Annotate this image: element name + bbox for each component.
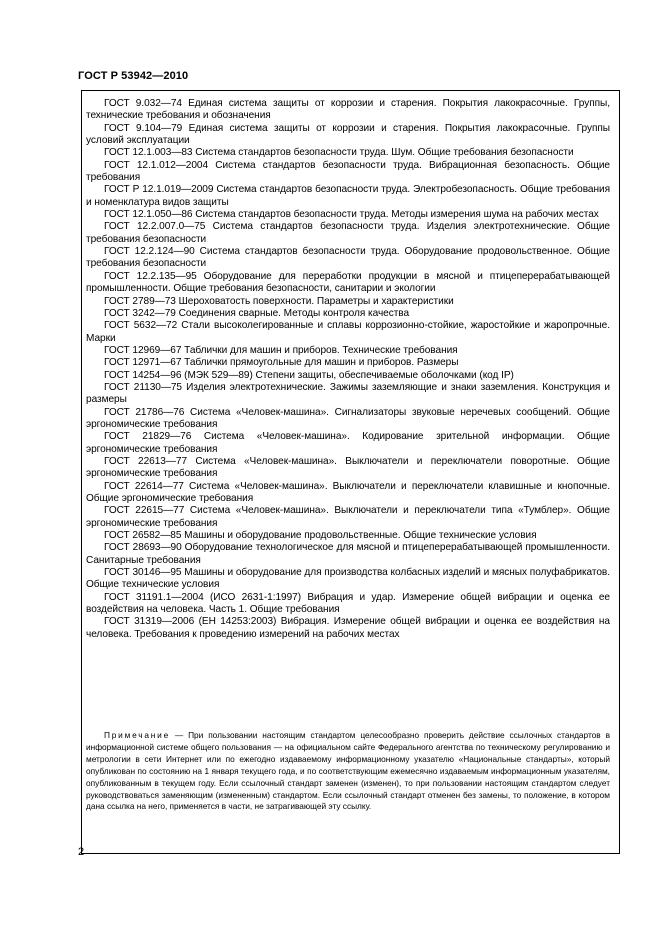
reference-item: ГОСТ 22615—77 Система «Человек-машина». Выключатели и переключатели типа «Тумблер». Общие эргономические требования [86,505,610,529]
reference-item: ГОСТ 12.1.003—83 Система стандартов безопасности труда. Шум. Общие требования безопасности [104,147,574,159]
reference-item: ГОСТ 12969—67 Таблички для машин и приборов. Технические требования [104,344,458,356]
note-label: Примечание [104,730,171,740]
reference-item: ГОСТ 22613—77 Система «Человек-машина». Выключатели и переключатели поворотные. Общие эргономические требования [86,455,610,480]
note-paragraph [86,730,610,813]
reference-item: ГОСТ 12971—67 Таблички прямоугольные для машин и приборов. Размеры [104,357,459,369]
note-text: — При пользовании настоящим стандартом целесообразно проверить действие ссылочных стандартов в информационной системе общего пользования — на официальном сайте Федерального агентства по техническому регулированию и метрологии в сети Интернет или по ежегодно издаваемому информационному указателю «Национальные стандарты», который опубликован по состоянию на 1 января текущего года, и по соответствующим ежемесячно издаваемым информационным указателям, опубликованным в текущем году. Если ссылочный стандарт заменен (изменен), то при пользовании настоящим стандартом следует руководствоваться заменяющим (измененным) стандартом. Если ссылочный стандарт отменен без замены, то положение, в котором дана ссылка на него, применяется в части, не затрагивающей эту ссылку. [86,730,610,812]
reference-item: ГОСТ 12.1.050—86 Система стандартов безопасности труда. Методы измерения шума на рабочих местах [104,209,599,221]
reference-item: ГОСТ 28693—90 Оборудование технологическое для мясной и птицеперерабатывающей промышленности. Санитарные требования [86,542,610,566]
reference-item: ГОСТ 9.032—74 Единая система защиты от коррозии и старения. Покрытия лакокрасочные. Группы, технические требования и обозначения [86,98,610,122]
reference-item: ГОСТ 26582—85 Машины и оборудование продовольственные. Общие технические условия [104,530,537,542]
reference-item: ГОСТ 9.104—79 Единая система защиты от коррозии и старения. Покрытия лакокрасочные. Группы условий эксплуатации [86,122,610,147]
reference-item: ГОСТ 12.2.135—95 Оборудование для переработки продукции в мясной и птицеперерабатывающей промышленности. Общие требования безопасности, санитарии и экологии [86,270,610,295]
reference-item: ГОСТ 12.2.124—90 Система стандартов безопасности труда. Оборудование продовольственное. Общие требования безопасности [86,246,610,270]
reference-item: ГОСТ 3242—79 Соединения сварные. Методы контроля качества [104,307,410,319]
page-number: 2 [78,846,85,858]
reference-item: ГОСТ 14254—96 (МЭК 529—89) Степени защиты, обеспечиваемые оболочками (код IP) [104,369,514,381]
reference-item: ГОСТ 30146—95 Машины и оборудование для производства колбасных изделий и мясных полуфабрикатов. Общие технические условия [86,567,610,591]
reference-item: ГОСТ 31319—2006 (ЕН 14253:2003) Вибрация. Измерение общей вибрации и оценка ее воздействия на человека. Требования к проведению измерений на рабочих местах [86,616,610,640]
reference-item: ГОСТ 21130—75 Изделия электротехнические. Зажимы заземляющие и знаки заземления. Конструкция и размеры [86,381,610,406]
reference-item: ГОСТ 5632—72 Стали высоколегированные и сплавы коррозионно-стойкие, жаростойкие и жаропрочные. Марки [86,320,610,344]
reference-item: ГОСТ 2789—73 Шероховатость поверхности. Параметры и характеристики [104,295,454,307]
reference-item: ГОСТ 21786—76 Система «Человек-машина». Сигнализаторы звуковые неречевых сообщений. Общие эргономические требования [86,406,610,430]
reference-item: ГОСТ 12.1.012—2004 Система стандартов безопасности труда. Вибрационная безопасность. Общие требования [86,159,610,184]
reference-item: ГОСТ Р 12.1.019—2009 Система стандартов безопасности труда. Электробезопасность. Общие требования и номенклатура видов защиты [86,184,610,208]
normative-references-list [86,98,610,641]
document-header: ГОСТ Р 53942—2010 [78,70,189,82]
reference-item: ГОСТ 21829—76 Система «Человек-машина». Кодирование зрительной информации. Общие эргономические требования [86,431,610,455]
reference-item: ГОСТ 31191.1—2004 (ИСО 2631-1:1997) Вибрация и удар. Измерение общей вибрации и оценка ее воздействия на человека. Часть 1. Общие требования [86,591,610,616]
reference-item: ГОСТ 22614—77 Система «Человек-машина». Выключатели и переключатели клавишные и кнопочные. Общие эргономические требования [86,480,610,504]
reference-item: ГОСТ 12.2.007.0—75 Система стандартов безопасности труда. Изделия электротехнические. Общие требования безопасности [86,221,610,245]
